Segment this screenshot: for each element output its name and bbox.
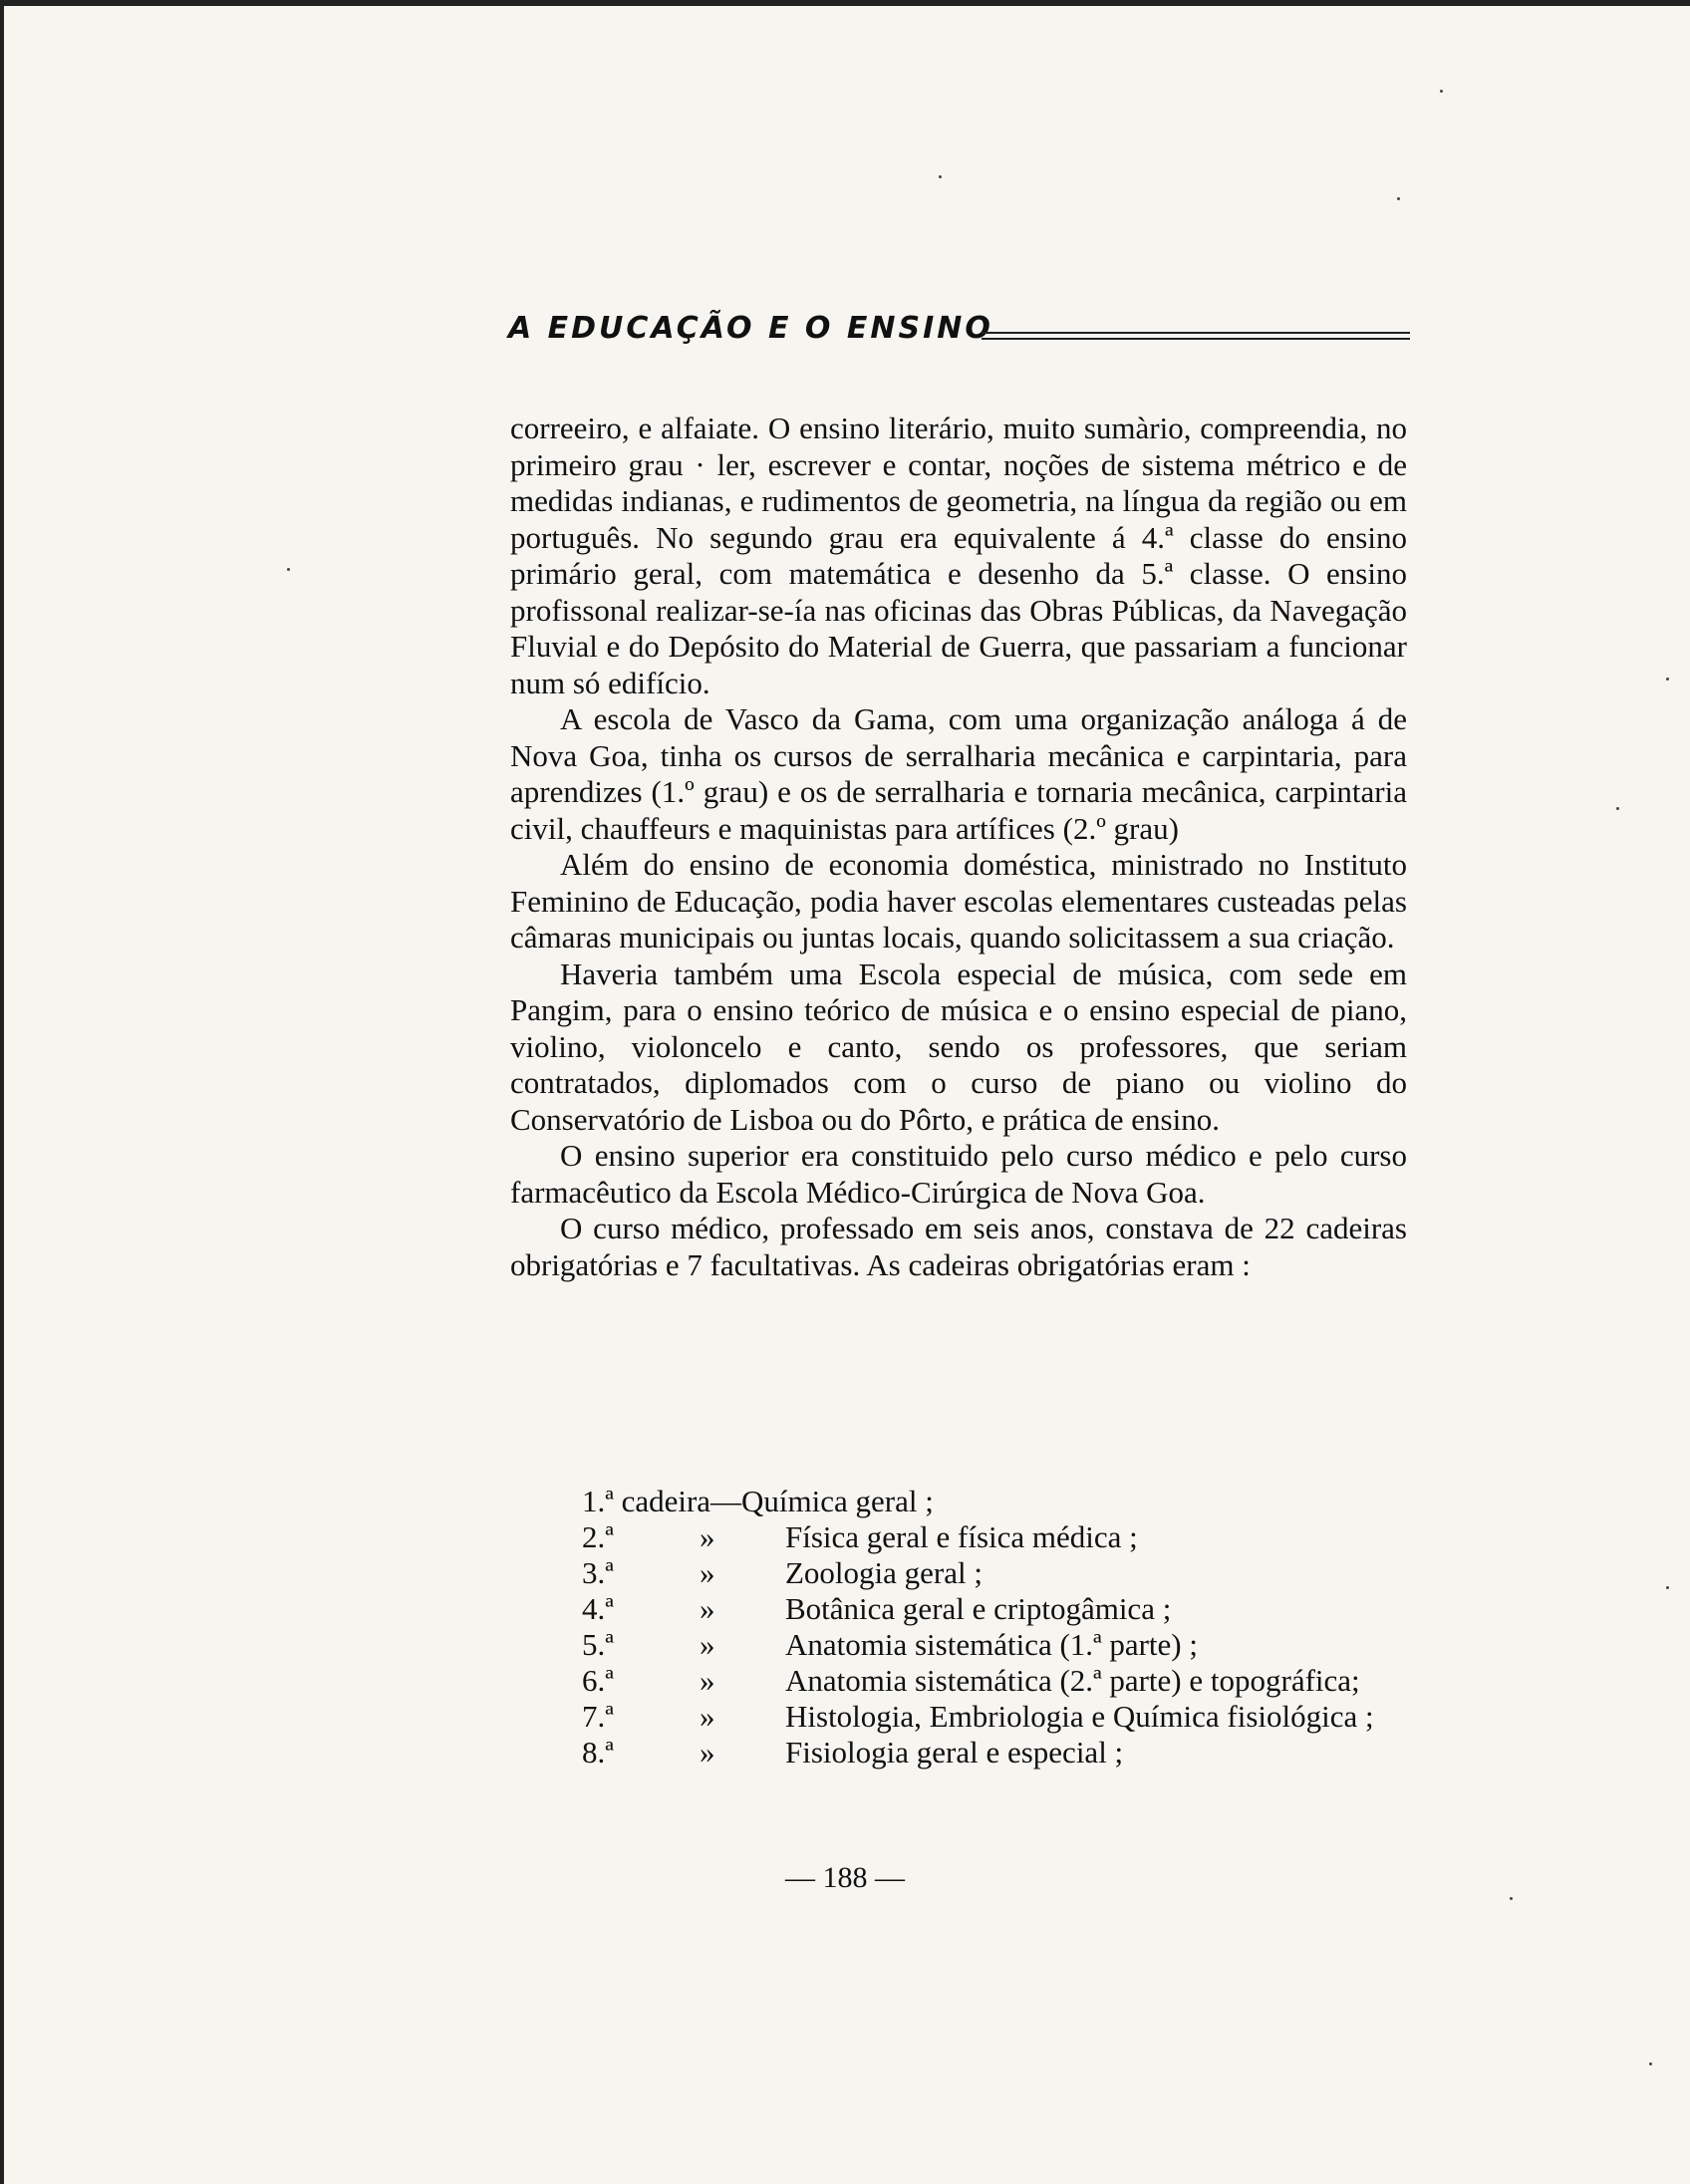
ditto-mark: »: [700, 1627, 715, 1662]
running-header: [508, 311, 1405, 355]
header-title: A EDUCAÇÃO E O ENSINO: [508, 311, 993, 346]
list-number: 8.ª: [582, 1735, 614, 1770]
ditto-mark: »: [700, 1699, 715, 1734]
ditto-mark: »: [700, 1555, 715, 1590]
list-text: Anatomia sistemática (1.ª parte) ;: [785, 1627, 1198, 1662]
list-item: [510, 1700, 1407, 1736]
list-item: [510, 1556, 1407, 1592]
list-text: Zoologia geral ;: [785, 1555, 983, 1590]
body-text: [510, 410, 1407, 1283]
list-number: 1.ª: [582, 1484, 614, 1518]
list-number: 4.ª: [582, 1591, 614, 1626]
ditto-mark: »: [700, 1591, 715, 1626]
header-double-rule: [982, 332, 1410, 340]
page-number: — 188 —: [785, 1861, 905, 1894]
list-number: 6.ª: [582, 1663, 614, 1698]
list-number: 7.ª: [582, 1699, 614, 1734]
paragraph: A escola de Vasco da Gama, com uma organização análoga á de Nova Goa, tinha os cursos de serralharia mecânica e carpintaria, para aprendizes (1.º grau) e os de serralharia e tornaria mecânica, carpintaria civil, chauffeurs e maquinistas para artífices (2.º grau): [510, 701, 1407, 846]
ditto-mark: »: [700, 1663, 715, 1698]
paragraph: O ensino superior era constituido pelo curso médico e pelo curso farmacêutico da Escola Médico-Cirúrgica de Nova Goa.: [510, 1138, 1407, 1210]
list-item: [510, 1736, 1407, 1772]
ditto-mark: »: [700, 1519, 715, 1554]
list-item: [510, 1520, 1407, 1556]
paragraph: O curso médico, professado em seis anos, constava de 22 cadeiras obrigatórias e 7 facultativas. As cadeiras obrigatórias eram :: [510, 1211, 1407, 1282]
list-item: [510, 1664, 1407, 1700]
list-text: Fisiologia geral e especial ;: [785, 1735, 1124, 1770]
list-number: 5.ª: [582, 1627, 614, 1662]
list-text: Botânica geral e criptogâmica ;: [785, 1591, 1172, 1626]
list-item: [510, 1628, 1407, 1664]
list-number: 3.ª: [582, 1555, 614, 1590]
list-number: 2.ª: [582, 1519, 614, 1554]
list-item: [510, 1592, 1407, 1628]
list-text: Anatomia sistemática (2.ª parte) e topográfica;: [785, 1663, 1360, 1698]
list-label: cadeira—: [621, 1484, 742, 1518]
ditto-mark: »: [700, 1735, 715, 1770]
course-list: [510, 1485, 1407, 1772]
list-item: [510, 1485, 1407, 1520]
list-text: Física geral e física médica ;: [785, 1519, 1138, 1554]
list-text: Química geral ;: [741, 1484, 934, 1518]
paragraph: Haveria também uma Escola especial de música, com sede em Pangim, para o ensino teórico de música e o ensino especial de piano, violino, violoncelo e canto, sendo os professores, que seriam contratados, diplomados com o curso de piano ou violino do Conservatório de Lisboa ou do Pôrto, e prática de ensino.: [510, 956, 1407, 1137]
paragraph: correeiro, e alfaiate. O ensino literário, muito sumàrio, compreendia, no primeiro grau · ler, escrever e contar, noções de sistema métrico e de medidas indianas, e rudimentos de geometria, na língua da região ou em português. No segundo grau era equivalente á 4.ª classe do ensino primário geral, com matemática e desenho da 5.ª classe. O ensino profissonal realizar-se-ía nas oficinas das Obras Públicas, da Navegação Fluvial e do Depósito do Material de Guerra, que passariam a funcionar num só edifício.: [510, 410, 1407, 700]
list-text: Histologia, Embriologia e Química fisiológica ;: [785, 1699, 1374, 1734]
paragraph: Além do ensino de economia doméstica, ministrado no Instituto Feminino de Educação, podia haver escolas elementares custeadas pelas câmaras municipais ou juntas locais, quando solicitassem a sua criação.: [510, 847, 1407, 955]
